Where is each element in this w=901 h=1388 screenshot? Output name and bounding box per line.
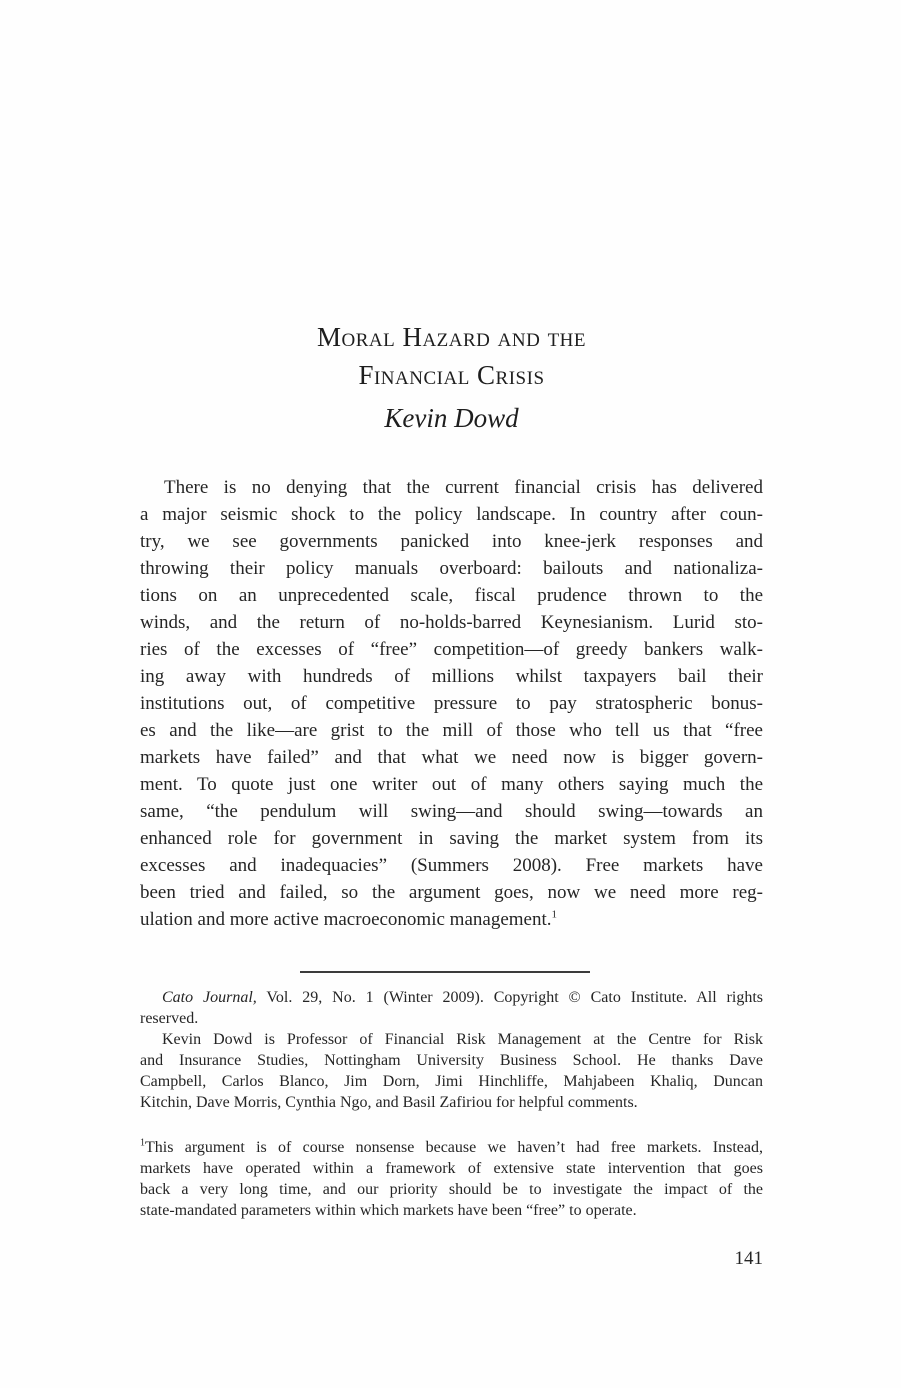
attribution-text: Vol. 29, No. 1 (Winter 2009). Copyright © Cato Institute. All rights: [256, 989, 763, 1006]
footnote-reference-1: 1: [551, 908, 557, 921]
text-line: Campbell, Carlos Blanco, Jim Dorn, Jimi Hinchliffe, Mahjabeen Khaliq, Duncan: [140, 1073, 763, 1090]
text-line: a major seismic shock to the policy landscape. In country after coun-: [140, 504, 763, 525]
text-line: Kitchin, Dave Morris, Cynthia Ngo, and Basil Zafiriou for helpful comments.: [140, 1094, 638, 1111]
text-line: es and the like—are grist to the mill of those who tell us that “free: [140, 720, 763, 741]
footnote-1-marker: 1: [140, 1137, 145, 1149]
text-line: and Insurance Studies, Nottingham University Business School. He thanks Dave: [140, 1052, 763, 1069]
footnote-divider-rule: [300, 971, 590, 973]
text-line: markets have operated within a framework of extensive state intervention that goes: [140, 1160, 763, 1177]
text-line: enhanced role for government in saving the market system from its: [140, 828, 763, 849]
text-line: reserved.: [140, 1010, 199, 1027]
text-line: Kevin Dowd is Professor of Financial Risk Management at the Centre for Risk: [162, 1031, 763, 1048]
article-author: Kevin Dowd: [384, 403, 519, 433]
text-line: [140, 906, 763, 933]
article-header: [140, 318, 763, 435]
text-line: state-mandated parameters within which markets have been “free” to operate.: [140, 1202, 637, 1219]
journal-attribution-note: [140, 987, 763, 1113]
article-title-line1: Moral Hazard and the: [316, 322, 587, 352]
text-line: try, we see governments panicked into knee-jerk responses and: [140, 531, 763, 552]
text-line: There is no denying that the current financial crisis has delivered: [164, 477, 763, 498]
article-title: [140, 318, 763, 394]
text-line: winds, and the return of no-holds-barred Keynesianism. Lurid sto-: [140, 612, 763, 633]
text-line: back a very long time, and our priority should be to investigate the impact of the: [140, 1181, 763, 1198]
text-line: markets have failed” and that what we need now is bigger govern-: [140, 747, 763, 768]
text-line: ment. To quote just one writer out of many others saying much the: [140, 774, 763, 795]
text-line: tions on an unprecedented scale, fiscal prudence thrown to the: [140, 585, 763, 606]
text-line: throwing their policy manuals overboard: bailouts and nationaliza-: [140, 558, 763, 579]
text-line: institutions out, of competitive pressure to pay stratospheric bonus-: [140, 693, 763, 714]
text-line: [140, 1137, 763, 1158]
journal-name: Cato Journal,: [162, 989, 257, 1006]
text-line: same, “the pendulum will swing—and should swing—towards an: [140, 801, 763, 822]
page-number: 141: [734, 1248, 763, 1269]
text-line: ing away with hundreds of millions whilst taxpayers bail their: [140, 666, 763, 687]
text-line-text: ulation and more active macroeconomic management.: [140, 909, 552, 930]
body-paragraph: [140, 474, 763, 933]
text-line: been tried and failed, so the argument goes, now we need more reg-: [140, 882, 763, 903]
footnote-text: This argument is of course nonsense because we haven’t had free markets. Instead,: [145, 1139, 763, 1156]
text-line: excesses and inadequacies” (Summers 2008). Free markets have: [140, 855, 763, 876]
footnote-1: [140, 1137, 763, 1221]
article-title-line2: Financial Crisis: [358, 360, 545, 390]
text-line: ries of the excesses of “free” competition—of greedy bankers walk-: [140, 639, 763, 660]
text-line: [140, 987, 763, 1008]
